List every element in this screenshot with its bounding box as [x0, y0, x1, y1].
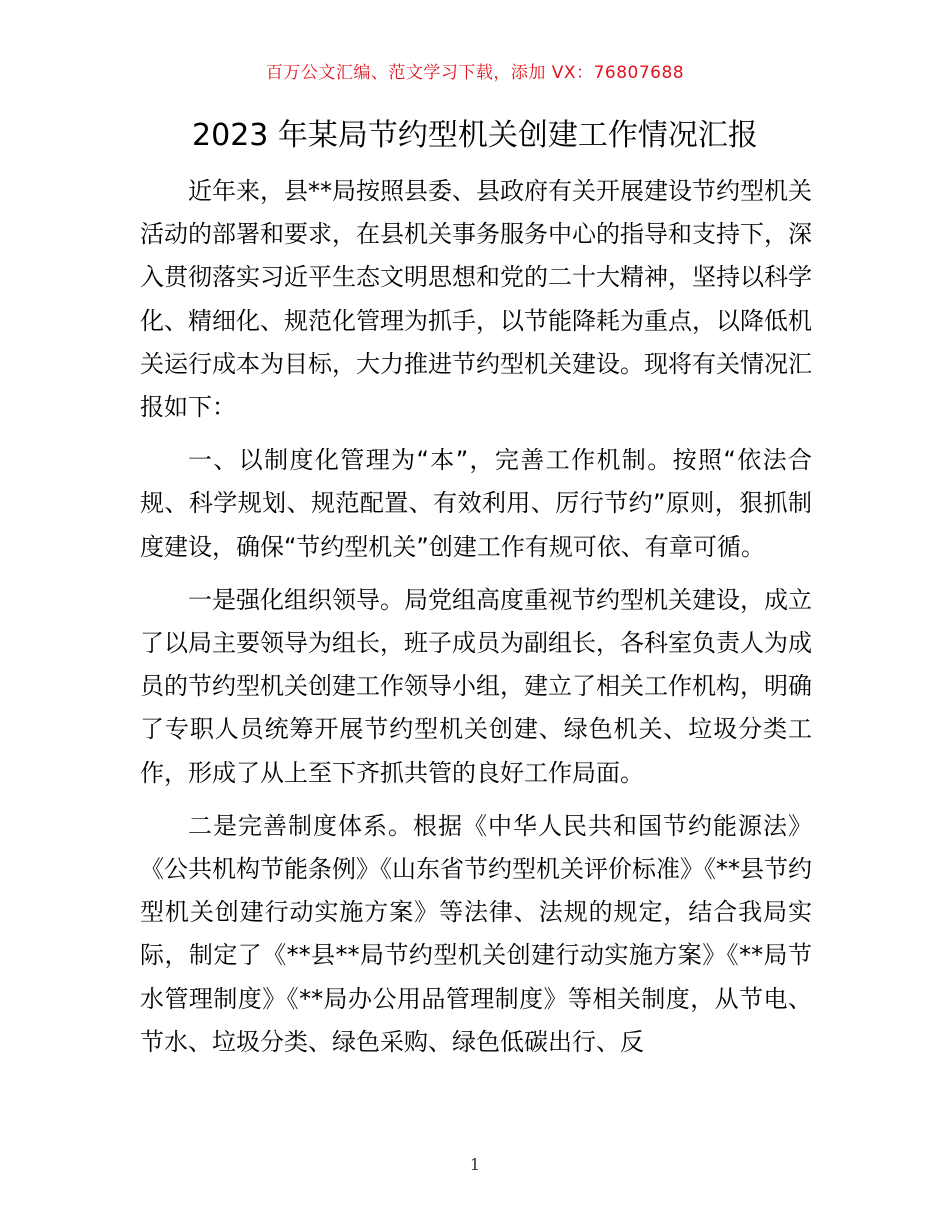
- document-body: [140, 170, 812, 1074]
- page-number: 1: [469, 1155, 481, 1174]
- paragraph-section-one: 一、以制度化管理为“本”，完善工作机制。按照“依法合规、科学规划、规范配置、有效利用、厉行节约”原则，狠抓制度建设，确保“节约型机关”创建工作有规可依、有章可循。: [140, 446, 812, 561]
- watermark-header: 百万公文汇编、范文学习下载，添加 VX：76807688: [265, 63, 685, 83]
- paragraph-intro: 近年来，县**局按照县委、县政府有关开展建设节约型机关活动的部署和要求，在县机关事务服务中心的指导和支持下，深入贯彻落实习近平生态文明思想和党的二十大精神，坚持以科学化、精细化、规范化管理为抓手，以节能降耗为重点，以降低机关运行成本为目标，大力推进节约型机关建设。现将有关情况汇报如下：: [140, 177, 812, 422]
- paragraph-organization: 一是强化组织领导。局党组高度重视节约型机关建设，成立了以局主要领导为组长，班子成员为副组长，各科室负责人为成员的节约型机关创建工作领导小组，建立了相关工作机构，明确了专职人员统筹开展节约型机关创建、绿色机关、垃圾分类工作，形成了从上至下齐抓共管的良好工作局面。: [140, 585, 812, 787]
- paragraph-system: 二是完善制度体系。根据《中华人民共和国节约能源法》《公共机构节能条例》《山东省节约型机关评价标准》《**县节约型机关创建行动实施方案》等法律、法规的规定，结合我局实际，制定了《**县**局节约型机关创建行动实施方案》《**局节水管理制度》《**局办公用品管理制度》等相关制度，从节电、节水、垃圾分类、绿色采购、绿色低碳出行、反: [140, 811, 812, 1056]
- document-title: 2023 年某局节约型机关创建工作情况汇报: [192, 118, 758, 153]
